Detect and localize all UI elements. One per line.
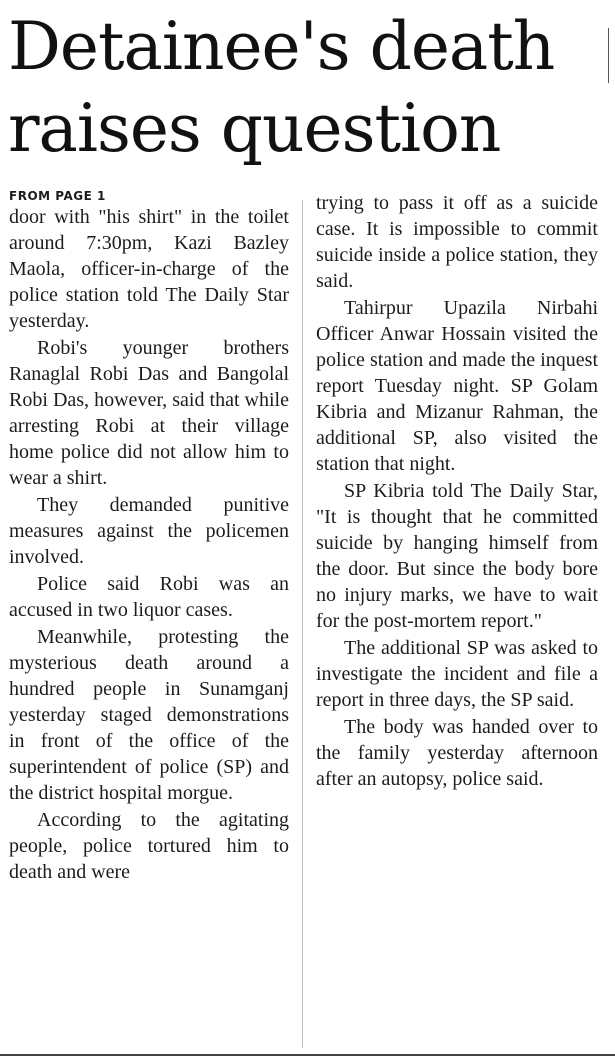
- headline-line-2: raises question: [8, 90, 501, 167]
- paragraph-right-4: The additional SP was asked to investigate the incident and file a report in three days, the SP said.: [316, 637, 598, 711]
- paragraph-left-1: door with "his shirt" in the toilet around 7:30pm, Kazi Bazley Maola, officer-in-charge of the police station told The Daily Star yesterday.: [9, 206, 289, 332]
- headline-line-1: Detainee's death: [8, 8, 555, 85]
- paragraph-right-3: SP Kibria told The Daily Star, "It is thought that he committed suicide by hanging himself from the door. But since the body bore no injury marks, we have to wait for the post-mortem report.": [316, 480, 598, 632]
- paragraph-left-4: Police said Robi was an accused in two liquor cases.: [9, 573, 289, 621]
- kicker: FROM PAGE 1: [9, 189, 106, 203]
- paragraph-right-2: Tahirpur Upazila Nirbahi Officer Anwar Hossain visited the police station and made the inquest report Tuesday night. SP Golam Kibria and Mizanur Rahman, the additional SP, also visited the station that night.: [316, 297, 598, 475]
- paragraph-right-1: trying to pass it off as a suicide case. It is impossible to commit suicide inside a police station, they said.: [316, 192, 598, 292]
- paragraph-left-3: They demanded punitive measures against the policemen involved.: [9, 494, 289, 568]
- paragraph-left-2: Robi's younger brothers Ranaglal Robi Das and Bangolal Robi Das, however, said that while arresting Robi at their village home police did not allow him to wear a shirt.: [9, 337, 289, 489]
- headline: [8, 6, 608, 170]
- paragraph-left-6: According to the agitating people, police tortured him to death and were: [9, 809, 289, 883]
- right-edge-rule: [608, 28, 609, 83]
- paragraph-left-5: Meanwhile, protesting the mysterious death around a hundred people in Sunamganj yesterday staged demonstrations in front of the office of the superintendent of police (SP) and the district hospital morgue.: [9, 626, 289, 804]
- bottom-rule: [0, 1054, 615, 1056]
- right-column: [316, 190, 598, 792]
- column-divider: [302, 200, 303, 1048]
- paragraph-right-5: The body was handed over to the family yesterday afternoon after an autopsy, police said.: [316, 716, 598, 790]
- left-column: [9, 188, 289, 885]
